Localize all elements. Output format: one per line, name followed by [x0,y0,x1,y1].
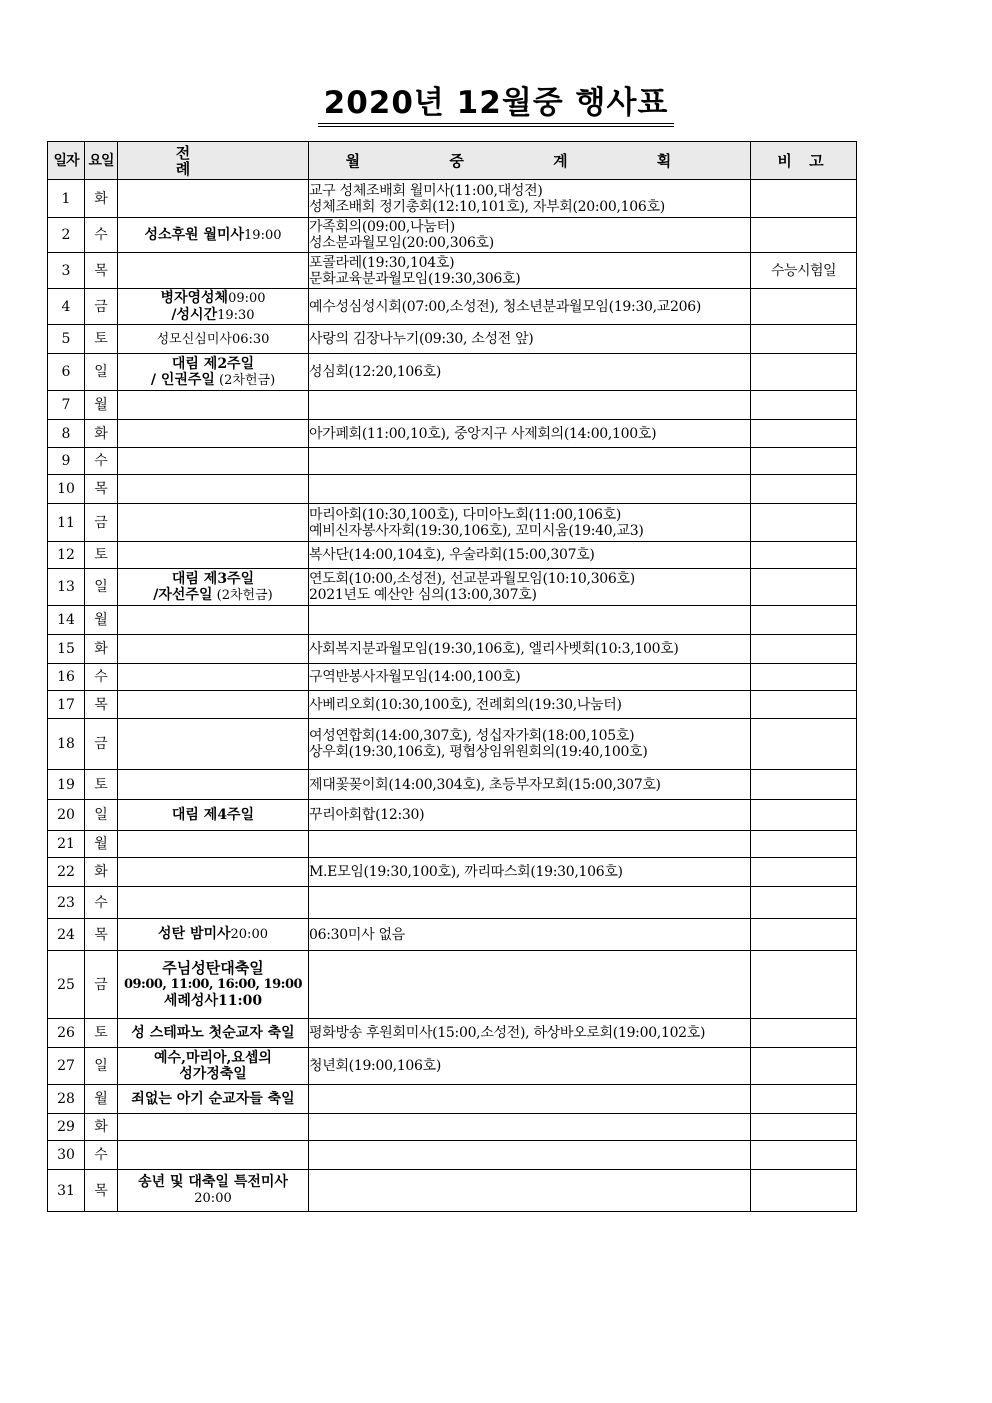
liturgy-line [118,587,308,604]
note-cell [751,1170,857,1212]
liturgy-line [118,807,308,823]
note-cell [751,951,857,1019]
note-cell [751,1019,857,1048]
liturgy-time: 20:00 [230,927,268,942]
plan-cell [309,770,751,800]
plan-cell [309,420,751,448]
plan-cell [309,1019,751,1048]
liturgy-cell [118,354,309,391]
weekday-cell: 토 [85,542,118,569]
table-row [48,770,857,800]
table-row [48,218,857,253]
plan-item: 연도회(10:00,소성전), 선교분과월모임(10:10,306호) [309,571,635,587]
liturgy-line [118,1025,308,1041]
date-cell: 21 [48,831,85,858]
plan-cell [309,253,751,289]
plan-item: 가족회의(09:00,나눔터) [309,219,455,235]
date-cell: 20 [48,800,85,831]
liturgy-cell [118,325,309,354]
note-cell [751,1141,857,1170]
note-cell [751,542,857,569]
date-cell: 27 [48,1048,85,1085]
plan-cell [309,664,751,691]
plan-item: M.E모임(19:30,100호), 까리따스회(19:30,106호) [309,864,623,880]
weekday-cell: 목 [85,475,118,504]
date-cell: 19 [48,770,85,800]
liturgy-title: 세례성사11:00 [163,993,263,1009]
liturgy-cell [118,606,309,635]
weekday-cell: 화 [85,635,118,664]
weekday-cell: 금 [85,951,118,1019]
plan-cell [309,391,751,420]
weekday-cell: 일 [85,1048,118,1085]
table-row [48,475,857,504]
liturgy-title: 성 스테파노 첫순교자 축일 [131,1025,295,1041]
table-row [48,1048,857,1085]
note-cell [751,420,857,448]
liturgy-cell [118,420,309,448]
date-cell: 26 [48,1019,85,1048]
liturgy-cell [118,1048,309,1085]
liturgy-cell [118,504,309,542]
plan-cell [309,218,751,253]
date-cell: 28 [48,1085,85,1114]
note-cell [751,691,857,719]
note-cell [751,635,857,664]
date-cell: 31 [48,1170,85,1212]
note-cell [751,1048,857,1085]
date-cell: 9 [48,448,85,475]
table-row [48,635,857,664]
plan-cell [309,831,751,858]
liturgy-title: 대림 제2주일 [171,355,255,372]
date-cell: 2 [48,218,85,253]
table-row [48,1019,857,1048]
table-row [48,1170,857,1212]
table-row [48,180,857,218]
plan-item: 사회복지분과월모임(19:30,106호), 엘리사벳회(10:3,100호) [309,641,679,657]
date-cell: 15 [48,635,85,664]
table-row [48,951,857,1019]
plan-item: 06:30미사 없음 [309,926,405,943]
plan-item: 제대꽃꽂이회(14:00,304호), 초등부자모회(15:00,307호) [309,776,661,793]
liturgy-cell [118,831,309,858]
note-cell [751,800,857,831]
liturgy-line [118,1066,308,1082]
table-row [48,1141,857,1170]
date-cell: 6 [48,354,85,391]
liturgy-time: 20:00 [194,1191,232,1206]
table-row [48,391,857,420]
liturgy-time: 09:00 [228,290,266,306]
weekday-cell: 목 [85,253,118,289]
liturgy-title: 송년 및 대축일 특전미사 [138,1174,288,1190]
weekday-cell: 화 [85,180,118,218]
date-cell: 30 [48,1141,85,1170]
plan-item: 사베리오회(10:30,100호), 전례회의(19:30,나눔터) [309,696,622,713]
date-cell: 22 [48,858,85,887]
table-row [48,800,857,831]
note-cell [751,770,857,800]
liturgy-cell [118,635,309,664]
date-cell: 3 [48,253,85,289]
weekday-cell: 월 [85,391,118,420]
note-cell [751,448,857,475]
plan-cell [309,1141,751,1170]
date-cell: 23 [48,887,85,919]
plan-item: 아가페회(11:00,10호), 중앙지구 사제회의(14:00,100호) [309,425,657,442]
liturgy-title: 예수,마리아,요셉의 [154,1050,272,1066]
liturgy-line [118,571,308,587]
liturgy-time: 19:00 [244,227,282,243]
table-row [48,606,857,635]
table-row [48,289,857,325]
liturgy-cell [118,1114,309,1141]
liturgy-line [118,1091,308,1107]
liturgy-line [118,372,308,389]
date-cell: 13 [48,569,85,606]
date-cell: 11 [48,504,85,542]
note-cell [751,504,857,542]
plan-cell [309,569,751,606]
liturgy-cell [118,770,309,800]
date-cell: 10 [48,475,85,504]
liturgy-title: /자선주일 [153,586,213,603]
note-cell [751,1114,857,1141]
plan-item: 평화방송 후원회미사(15:00,소성전), 하상바오로회(19:00,102호) [309,1025,706,1041]
weekday-cell: 일 [85,800,118,831]
table-row [48,420,857,448]
note-cell [751,1085,857,1114]
plan-item: 교구 성체조배회 월미사(11:00,대성전) [309,182,543,199]
liturgy-line [118,993,308,1009]
plan-cell [309,606,751,635]
weekday-cell: 화 [85,420,118,448]
table-row [48,504,857,542]
date-cell: 7 [48,391,85,420]
table-row [48,691,857,719]
liturgy-time: 성모신심미사06:30 [156,331,270,347]
liturgy-time: 19:30 [217,307,255,323]
plan-cell [309,448,751,475]
liturgy-title: 09:00, 11:00, 16:00, 19:00 [123,977,303,992]
liturgy-cell [118,719,309,770]
liturgy-line [118,307,308,324]
schedule-table [47,141,857,1212]
table-row [48,1114,857,1141]
liturgy-cell [118,951,309,1019]
weekday-cell: 금 [85,289,118,325]
liturgy-title: 대림 제3주일 [171,570,255,587]
weekday-cell: 월 [85,1085,118,1114]
plan-item: 성심회(12:20,106호) [309,364,442,380]
liturgy-cell [118,289,309,325]
note-cell [751,606,857,635]
plan-item: 포콜라레(19:30,104호) [309,254,455,271]
liturgy-time: (2차헌금) [212,587,273,603]
liturgy-line [118,977,308,993]
liturgy-line [118,926,308,943]
liturgy-cell [118,391,309,420]
table-row [48,664,857,691]
liturgy-cell [118,218,309,253]
table-row [48,1085,857,1114]
liturgy-line [118,1050,308,1066]
weekday-cell: 수 [85,1141,118,1170]
liturgy-cell [118,542,309,569]
header-liturgy: 전 례 [118,142,309,180]
liturgy-title: /성시간 [171,306,218,323]
page-title: 2020년 12월중 행사표 [318,86,675,127]
date-cell: 8 [48,420,85,448]
plan-cell [309,1170,751,1212]
weekday-cell: 금 [85,504,118,542]
date-cell: 29 [48,1114,85,1141]
weekday-cell: 토 [85,1019,118,1048]
title-wrap [0,86,992,127]
note-cell: 수능시험일 [751,253,857,289]
note-cell [751,475,857,504]
note-cell [751,887,857,919]
plan-cell [309,354,751,391]
note-cell [751,569,857,606]
date-cell: 12 [48,542,85,569]
liturgy-line [118,1190,308,1207]
date-cell: 16 [48,664,85,691]
liturgy-title: 성가정축일 [179,1066,247,1082]
weekday-cell: 수 [85,887,118,919]
table-row [48,858,857,887]
table-row [48,831,857,858]
plan-cell [309,719,751,770]
date-cell: 17 [48,691,85,719]
liturgy-cell [118,475,309,504]
plan-item: 사랑의 김장나누기(09:30, 소성전 앞) [309,331,534,347]
header-day: 요일 [85,142,118,180]
plan-cell [309,800,751,831]
plan-cell [309,1114,751,1141]
note-cell [751,391,857,420]
weekday-cell: 일 [85,569,118,606]
note-cell [751,919,857,951]
header-date: 일자 [48,142,85,180]
liturgy-cell [118,664,309,691]
liturgy-cell [118,253,309,289]
table-row [48,887,857,919]
liturgy-title: 성탄 밤미사 [158,926,231,942]
header-row [48,142,857,180]
plan-item: 성소분과월모임(20:00,306호) [309,235,494,251]
date-cell: 24 [48,919,85,951]
note-cell [751,289,857,325]
plan-item: 구역반봉사자월모임(14:00,100호) [309,669,521,685]
note-cell [751,218,857,253]
plan-item: 여성연합회(14:00,307호), 성십자가회(18:00,105호) [309,728,635,744]
liturgy-cell [118,887,309,919]
header-note: 비 고 [751,142,857,180]
date-cell: 4 [48,289,85,325]
liturgy-cell [118,1141,309,1170]
plan-cell [309,289,751,325]
plan-cell [309,1048,751,1085]
liturgy-line [118,356,308,372]
liturgy-line [118,331,308,348]
plan-item: 문화교육분과월모임(19:30,306호) [309,270,521,287]
table-row [48,719,857,770]
plan-cell [309,475,751,504]
plan-cell [309,180,751,218]
liturgy-cell [118,858,309,887]
liturgy-cell [118,180,309,218]
table-row [48,253,857,289]
date-cell: 1 [48,180,85,218]
weekday-cell: 수 [85,218,118,253]
date-cell: 25 [48,951,85,1019]
plan-cell [309,325,751,354]
date-cell: 18 [48,719,85,770]
note-cell [751,180,857,218]
weekday-cell: 수 [85,664,118,691]
liturgy-title: 주님성탄대축일 [162,959,264,977]
plan-cell [309,1085,751,1114]
plan-cell [309,691,751,719]
weekday-cell: 수 [85,448,118,475]
note-cell [751,664,857,691]
liturgy-cell [118,1170,309,1212]
liturgy-title: 성소후원 월미사 [144,226,245,243]
schedule-body [48,180,857,1212]
plan-item: 예수성심성시회(07:00,소성전), 청소년분과월모임(19:30,교206) [309,298,702,315]
liturgy-line [118,960,308,977]
liturgy-cell [118,1085,309,1114]
plan-cell [309,542,751,569]
table-row [48,919,857,951]
weekday-cell: 월 [85,831,118,858]
liturgy-cell [118,569,309,606]
plan-item: 성체조배회 정기총회(12:10,101호), 자부회(20:00,106호) [309,198,665,215]
liturgy-cell [118,448,309,475]
weekday-cell: 금 [85,719,118,770]
liturgy-cell [118,800,309,831]
plan-item: 상우회(19:30,106호), 평협상임위원회의(19:40,100호) [309,744,648,760]
liturgy-title: 대림 제4주일 [171,807,255,823]
note-cell [751,325,857,354]
weekday-cell: 토 [85,770,118,800]
liturgy-title: / 인권주일 [150,371,215,388]
liturgy-cell [118,919,309,951]
liturgy-title: 병자영성체 [160,289,229,306]
liturgy-time: (2차헌금) [214,372,276,388]
date-cell: 5 [48,325,85,354]
plan-item: 예비신자봉사자회(19:30,106호), 꼬미시움(19:40,교3) [309,522,644,539]
weekday-cell: 목 [85,691,118,719]
plan-cell [309,919,751,951]
date-cell: 14 [48,606,85,635]
weekday-cell: 화 [85,858,118,887]
liturgy-cell [118,691,309,719]
note-cell [751,354,857,391]
weekday-cell: 화 [85,1114,118,1141]
weekday-cell: 토 [85,325,118,354]
plan-item: 마리아회(10:30,100호), 다미아노회(11:00,106호) [309,506,622,523]
liturgy-cell [118,1019,309,1048]
note-cell [751,831,857,858]
liturgy-title: 죄없는 아기 순교자들 축일 [131,1091,295,1107]
table-row [48,569,857,606]
plan-cell [309,635,751,664]
plan-cell [309,858,751,887]
plan-cell [309,504,751,542]
plan-item: 복사단(14:00,104호), 우술라회(15:00,307호) [309,547,595,563]
header-plan: 월 중 계 획 [309,142,751,180]
table-row [48,542,857,569]
table-row [48,448,857,475]
note-cell [751,719,857,770]
plan-cell [309,887,751,919]
plan-cell [309,951,751,1019]
plan-item: 2021년도 예산안 심의(13:00,307호) [309,587,537,603]
table-row [48,354,857,391]
note-cell [751,858,857,887]
weekday-cell: 월 [85,606,118,635]
weekday-cell: 목 [85,919,118,951]
plan-item: 청년회(19:00,106호) [309,1058,442,1074]
weekday-cell: 일 [85,354,118,391]
liturgy-line [118,1174,308,1190]
plan-item: 꾸리아회합(12:30) [309,807,425,823]
liturgy-line [118,290,308,307]
weekday-cell: 목 [85,1170,118,1212]
liturgy-line [118,227,308,244]
table-row [48,325,857,354]
